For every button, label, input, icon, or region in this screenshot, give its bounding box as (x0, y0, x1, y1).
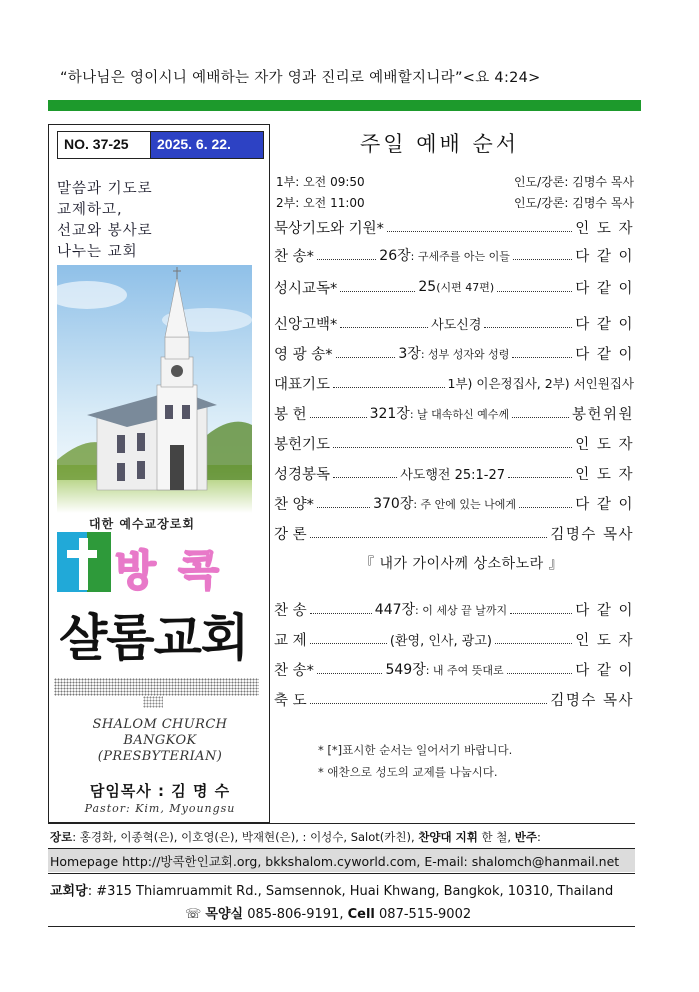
english-name-line-1: SHALOM CHURCH (92, 717, 228, 732)
english-name-line-2: BANGKOK (123, 733, 197, 748)
order-row-responsible: 봉헌위원 (571, 406, 635, 423)
dotted-leader (519, 499, 572, 508)
order-row-text: 사도신경 (431, 317, 482, 333)
note-fellowship: * 애찬으로 성도의 교제를 나눕시다. (318, 765, 498, 779)
address-line (50, 880, 613, 899)
order-row-label: 찬 송 (274, 602, 307, 619)
order-row-label: 성경봉독 (274, 466, 331, 483)
session-2-time: 2부: 오전 11:00 (276, 196, 365, 210)
order-row-detail (373, 493, 516, 513)
order-row-label: 찬 송* (274, 248, 314, 265)
order-row-text: : 날 대속하신 예수께 (409, 408, 510, 421)
order-row-text: : 이 세상 끝 날까지 (415, 604, 508, 617)
order-row (274, 432, 634, 454)
order-row-detail (418, 279, 494, 295)
order-row-number: 549장 (385, 662, 426, 678)
pastor-name-english: Pastor: Kim, Myoungsu (84, 802, 236, 815)
elders-label: 장로 (50, 830, 73, 844)
header-verse: “하나님은 영이시니 예배하는 자가 영과 진리로 예배할지니라”<요 4:24> (60, 70, 541, 86)
order-row-text: : 구세주를 아는 이들 (410, 250, 510, 263)
order-row-responsible: 인 도 자 (575, 220, 634, 237)
dotted-leader (310, 635, 387, 644)
dotted-leader (510, 605, 572, 614)
order-row-text: : 내 주여 뜻대로 (425, 664, 504, 677)
logo-shalom: 샬롬교회 (59, 609, 249, 667)
denomination-label: 대한 예수교장로회 (89, 517, 195, 531)
footer-divider-4 (48, 926, 635, 927)
order-row (274, 462, 634, 484)
dotted-leader (310, 695, 548, 704)
issue-number: NO. 37-25 (58, 132, 151, 158)
elders-line (50, 829, 541, 845)
order-row-responsible: 인 도 자 (575, 466, 635, 483)
order-row-label: 축 도 (274, 692, 307, 709)
address-text: : #315 Thiamruammit Rd., Samsennok, Huai Khwang, Bangkok, 10310, Thailand (87, 884, 614, 899)
order-row (274, 628, 634, 650)
dot-pattern-small (143, 696, 163, 708)
accompanist-label: 반주 (514, 830, 537, 844)
choir-name: 한 철, (481, 830, 512, 844)
cross-icon (57, 532, 111, 592)
dotted-leader (333, 469, 397, 478)
order-row (274, 522, 634, 544)
dotted-leader (310, 409, 367, 418)
order-row-label: 봉헌기도 (274, 436, 331, 453)
order-row-number: 321장 (369, 406, 410, 422)
order-row (274, 492, 634, 514)
order-row-label: 성시교독* (274, 280, 338, 297)
dotted-leader (333, 379, 445, 388)
order-row-responsible: 다 같 이 (575, 248, 635, 265)
note-standing: * [*]표시한 순서는 일어서기 바랍니다. (318, 743, 513, 757)
order-row-label: 봉 헌 (274, 406, 307, 423)
dotted-leader (495, 635, 572, 644)
order-row (274, 598, 634, 620)
cell-label: Cell (347, 907, 375, 922)
order-row-responsible: 김명수 목사 (550, 526, 634, 543)
session-2 (276, 194, 634, 211)
dotted-leader (497, 283, 572, 292)
order-row-text: (환영, 인사, 광고) (389, 633, 492, 649)
footer-divider-1 (48, 823, 635, 824)
dotted-leader (340, 319, 428, 328)
english-church-name (49, 717, 271, 765)
accompanist-tail: : (536, 830, 541, 844)
order-row-responsible: 1부) 이은정집사, 2부) 서인원집사 (447, 376, 634, 391)
order-row-responsible: 다 같 이 (575, 316, 635, 333)
dotted-leader (310, 529, 548, 538)
order-row-responsible: 다 같 이 (575, 496, 635, 513)
order-row-text: : 성부 성자와 성령 (420, 348, 510, 361)
dotted-leader (340, 283, 415, 292)
order-row (274, 402, 634, 424)
order-row-detail (385, 659, 503, 679)
issue-box (57, 131, 264, 159)
order-row (274, 688, 634, 710)
church-logo (55, 530, 260, 672)
order-row-responsible: 인 도 자 (575, 436, 634, 453)
order-row-responsible: 다 같 이 (575, 602, 635, 619)
dotted-leader (317, 251, 376, 260)
english-name-line-3: (PRESBYTERIAN) (97, 749, 223, 764)
order-row-number: 3장 (398, 346, 421, 362)
order-row-label: 대표기도 (274, 376, 331, 393)
order-row (274, 216, 634, 238)
dotted-leader (317, 665, 383, 674)
order-row-label: 영 광 송* (274, 346, 333, 363)
order-row-number: 25 (418, 279, 437, 295)
dotted-leader (310, 605, 372, 614)
logo-bangkok: 방 콕 (115, 546, 223, 595)
order-row-text: 사도행전 25:1-27 (400, 467, 506, 483)
order-row-detail (400, 464, 505, 483)
order-row-detail (375, 599, 507, 619)
dotted-leader (512, 349, 572, 358)
dotted-leader (387, 223, 572, 232)
office-label: 목양실 (205, 907, 244, 922)
sermon-title: 『 내가 가이사께 상소하노라 』 (360, 556, 564, 572)
order-row-detail (379, 245, 510, 265)
motto-line-1: 말씀과 기도로 (57, 181, 153, 197)
order-row-detail (390, 630, 492, 649)
phone-line (185, 903, 471, 922)
header-green-bar (48, 100, 641, 111)
dotted-leader (508, 469, 572, 478)
order-row-number: 26장 (379, 248, 411, 264)
session-1 (276, 173, 634, 190)
motto-line-4: 나누는 교회 (57, 244, 138, 260)
motto-line-3: 선교와 봉사로 (57, 223, 153, 239)
session-1-time: 1부: 오전 09:50 (276, 175, 365, 189)
dotted-leader (513, 251, 572, 260)
church-motto (57, 179, 153, 263)
order-row (274, 276, 634, 298)
church-building-image (57, 265, 252, 513)
order-row (274, 244, 634, 266)
order-row-responsible: 김명수 목사 (550, 692, 634, 709)
order-row-label: 교 제 (274, 632, 307, 649)
order-row-label: 묵상기도와 기원* (274, 220, 384, 237)
choir-label: 찬양대 지휘 (418, 830, 478, 844)
order-row-label: 찬 양* (274, 496, 314, 513)
order-row-detail (431, 314, 481, 333)
elders-names: : 홍경화, 이종혁(은), 이호영(은), 박재현(은), : 이성수, Salot(카친), (72, 830, 415, 844)
session-2-leader: 인도/강론: 김명수 목사 (513, 196, 634, 210)
session-1-leader: 인도/강론: 김명수 목사 (513, 175, 634, 189)
pastor-name: 담임목사 : 김 명 수 (89, 782, 231, 800)
order-row (274, 372, 634, 394)
dotted-leader (333, 439, 572, 448)
order-row-responsible: 다 같 이 (575, 346, 635, 363)
order-row-label: 강 론 (274, 526, 307, 543)
order-row-responsible: 다 같 이 (575, 662, 635, 679)
footer-divider-3 (48, 873, 635, 874)
order-row-number: 370장 (373, 496, 414, 512)
order-row-detail (398, 343, 509, 363)
dotted-leader (507, 665, 573, 674)
order-row-number: 447장 (374, 602, 416, 618)
order-row-label: 신앙고백* (274, 316, 338, 333)
order-row-responsible: 인 도 자 (575, 632, 634, 649)
order-row-text: (시편 47편) (436, 281, 495, 294)
dotted-leader (336, 349, 396, 358)
order-row (274, 658, 634, 680)
homepage-line[interactable]: Homepage http://방콕한인교회.org, bkkshalom.cyworld.com, E-mail: shalomch@hanmail.net (50, 854, 620, 869)
order-row-responsible: 다 같 이 (575, 280, 635, 297)
order-row (274, 312, 634, 334)
issue-date: 2025. 6. 22. (151, 132, 263, 158)
dot-pattern (54, 678, 259, 696)
motto-line-2: 교제하고, (57, 202, 123, 218)
worship-order-title: 주일 예배 순서 (360, 132, 520, 156)
address-label: 교회당 (50, 884, 88, 899)
dotted-leader (484, 319, 572, 328)
dotted-leader (317, 499, 370, 508)
order-row (274, 342, 634, 364)
office-phone[interactable]: 085-806-9191, (247, 907, 344, 922)
left-panel (48, 124, 270, 823)
order-row-detail (370, 403, 509, 423)
phone-icon: ☏ (185, 907, 202, 922)
order-row-label: 찬 송* (274, 662, 314, 679)
dotted-leader (512, 409, 569, 418)
cell-phone[interactable]: 087-515-9002 (379, 907, 472, 922)
order-row-text: : 주 안에 있는 나에게 (413, 498, 517, 511)
